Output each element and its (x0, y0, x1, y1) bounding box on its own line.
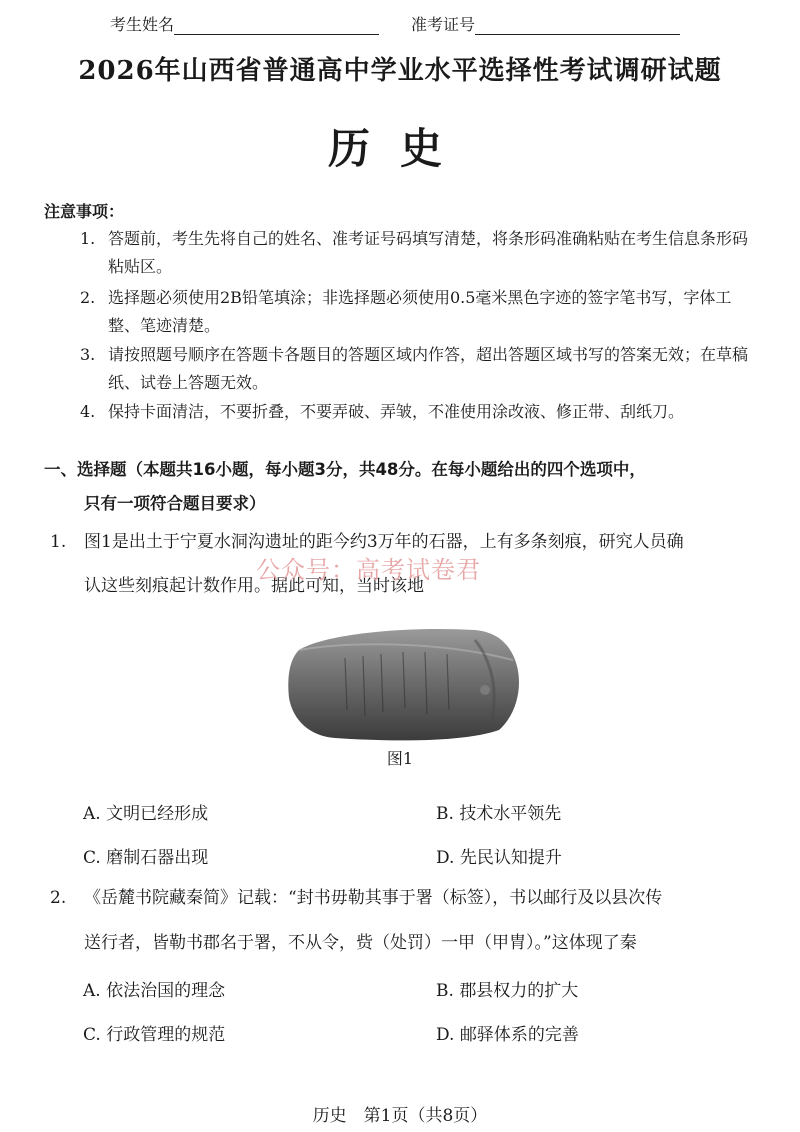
notice-heading: 注意事项： (44, 202, 125, 221)
option-key: B. (436, 804, 454, 824)
notice-item-text: 选择题必须使用2B铅笔填涂；非选择题必须使用0.5毫米黑色字迹的签字笔书写，字体工整、笔迹清楚。 (108, 288, 732, 335)
option-key: A. (83, 804, 101, 824)
watermark: 公众号：高考试卷君 (256, 556, 481, 584)
stone-artifact-image (285, 620, 525, 745)
q2-option-c (83, 1020, 225, 1045)
notice-item-number: 3. (80, 345, 96, 364)
section-heading: 一、选择题（本题共16小题，每小题3分，共48分。在每小题给出的四个选项中， (44, 460, 646, 479)
question-2-stem-cont: 送行者，皆勒书郡名于署，不从令，赀（处罚）一甲（甲胄）。”这体现了秦 (84, 933, 637, 953)
notice-item-number: 2. (80, 288, 96, 307)
subject-title: 历史 (327, 124, 472, 173)
candidate-name-field (110, 12, 379, 35)
option-key: D. (436, 1025, 455, 1045)
option-text: 文明已经形成 (106, 804, 209, 824)
notice-item-number: 1. (80, 229, 96, 248)
candidate-id-field (411, 12, 680, 35)
notice-item (0, 284, 800, 342)
question-1-stem-cont: 认这些刻痕起计数作用。据此可知，当时该地 (84, 576, 424, 596)
option-text: 先民认知提升 (459, 848, 562, 868)
page-footer: 历史 第1页（共8页） (312, 1106, 488, 1126)
option-key: D. (436, 848, 455, 868)
option-key: A. (83, 981, 101, 1001)
notice-item (0, 341, 800, 399)
notice-item (0, 398, 800, 428)
candidate-name-label: 考生姓名 (110, 15, 175, 34)
question-1-number: 1. (50, 532, 67, 552)
question-1-stem: 图1是出土于宁夏水洞沟遗址的距今约3万年的石器，上有多条刻痕，研究人员确 (84, 532, 684, 552)
option-text: 行政管理的规范 (106, 1025, 226, 1045)
question-2-number: 2. (50, 888, 67, 908)
q1-option-d (436, 843, 562, 868)
candidate-name-blank (174, 18, 379, 35)
option-key: B. (436, 981, 454, 1001)
figure-1-caption: 图1 (386, 749, 414, 768)
section-heading-cont: 只有一项符合题目要求） (84, 494, 266, 513)
q2-option-d (436, 1020, 579, 1045)
option-text: 邮驿体系的完善 (459, 1025, 579, 1045)
option-text: 磨制石器出现 (106, 848, 209, 868)
question-2-stem: 《岳麓书院藏秦简》记载：“封书毋勒其事于署（标签），书以邮行及以县次传 (84, 888, 663, 908)
notice-item-text: 请按照题号顺序在答题卡各题目的答题区域内作答，超出答题区域书写的答案无效；在草稿纸、试卷上答题无效。 (108, 345, 749, 392)
exam-title: 2026年山西省普通高中学业水平选择性考试调研试题 (78, 56, 722, 86)
q2-option-a (83, 976, 225, 1001)
q1-option-c (83, 843, 208, 868)
option-key: C. (83, 1025, 101, 1045)
option-text: 技术水平领先 (459, 804, 562, 824)
notice-item-text: 答题前，考生先将自己的姓名、准考证号码填写清楚，将条形码准确粘贴在考生信息条形码粘贴区。 (108, 229, 749, 276)
candidate-id-label: 准考证号 (411, 15, 476, 34)
q1-option-b (436, 799, 561, 824)
notice-item-text: 保持卡面清洁，不要折叠，不要弄破、弄皱，不准使用涂改液、修正带、刮纸刀。 (108, 402, 685, 421)
notice-item-number: 4. (80, 402, 96, 421)
q2-option-b (436, 976, 578, 1001)
notice-item (0, 225, 800, 283)
option-key: C. (83, 848, 101, 868)
option-text: 郡县权力的扩大 (459, 981, 579, 1001)
option-text: 依法治国的理念 (106, 981, 226, 1001)
q1-option-a (83, 799, 208, 824)
candidate-id-blank (475, 18, 680, 35)
